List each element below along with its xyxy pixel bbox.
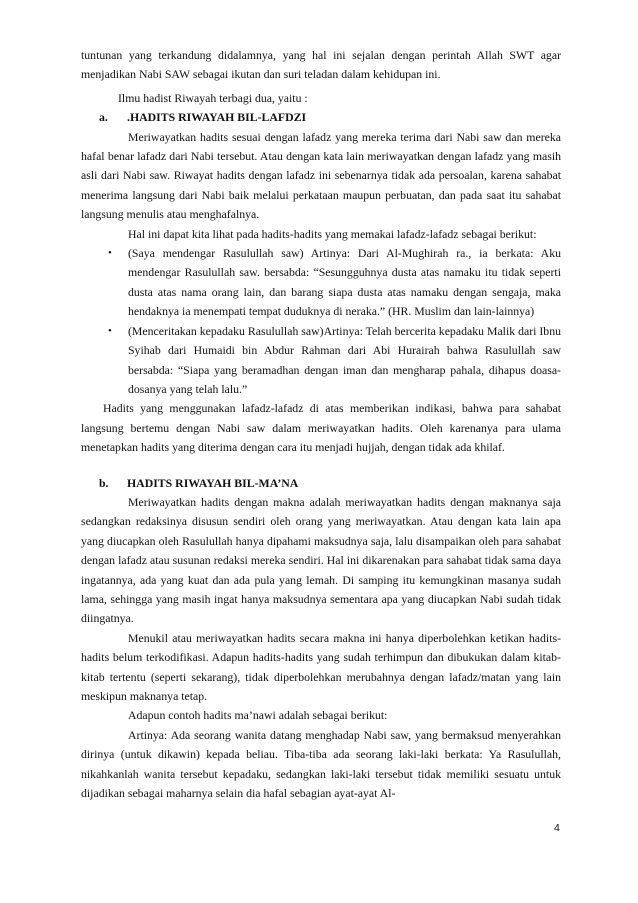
section-a-paragraph-2: Hal ini dapat kita lihat pada hadits-hadits yang memakai lafadz-lafadz sebagai berikut:: [128, 226, 537, 241]
section-b-paragraph-2: Menukil atau meriwayatkan hadits secara makna ini hanya diperbolehkan ketikan hadits-hadits belum terkodifikasi. Adapun hadits-hadits yang sudah terhimpun dan dibukukan dalam kitab-kitab tertentu (seperti sekarang), tidak diperbolehkan merubahnya dengan lafadz/matan yang lain meskipun maknanya tetap.: [81, 630, 561, 703]
section-a-title: .HADITS RIWAYAH BIL-LAFDZI: [127, 110, 307, 125]
section-a-number: a.: [99, 110, 108, 125]
bullet-icon: •: [108, 324, 112, 337]
list-item: [81, 244, 561, 322]
page-number: 4: [554, 822, 560, 834]
section-b-paragraph-4: Artinya: Ada seorang wanita datang menghadap Nabi saw, yang bermaksud menyerahkan dirinya (untuk dikawin) kepada beliau. Tiba-tiba ada seorang laki-laki berkata: Ya Rasulullah, nikahkanlah wanita tersebut kepadaku, sedangkan laki-laki tersebut tidak memiliki sesuatu untuk dijadikan sebagai maharnya selain dia hafal sebagian ayat-ayat Al-: [81, 727, 561, 801]
opening-paragraph: tuntunan yang terkandung didalamnya, yang hal ini sejalan dengan perintah Allah SWT agar menjadikan Nabi SAW sebagai ikutan dan suri teladan dalam kehidupan ini.: [81, 48, 561, 82]
section-a-paragraph-1: Meriwayatkan hadits sesuai dengan lafadz yang mereka terima dari Nabi saw dan mereka hafal benar lafadz dari Nabi tersebut. Atau dengan kata lain meriwayatkan dengan lafadz yang masih asli dari Nabi saw. Riwayat hadits dengan lafadz ini sebenarnya tidak ada persoalan, karena sahabat menerima langsung dari Nabi baik melalui perkataan maupun perbuatan, dan pada saat itu sahabat langsung menulis atau menghafalnya.: [81, 129, 561, 222]
list-item-text: (Saya mendengar Rasulullah saw) Artinya: Dari Al-Mughirah ra., ia berkata: Aku mendengar Rasulullah saw. bersabda: “Sesungguhnya dusta atas namaku itu tidak seperti dusta atas nama orang lain, dan barang siapa dusta atas namaku dengan sengaja, maka hendaknya ia menempati tempat duduknya di neraka.” (HR. Muslim dan lain-lainnya): [128, 246, 561, 319]
page-content: [81, 46, 561, 803]
section-a-heading: [81, 108, 561, 127]
section-b-paragraph-1: Meriwayatkan hadits dengan makna adalah meriwayatkan hadits dengan maknanya saja sedangkan redaksinya disusun sendiri oleh orang yang meriwayatkan. Atau dengan kata lain apa yang diucapkan oleh Rasulullah hanya dipahami maksudnya saja, lalu disampaikan oleh para sahabat dengan lafadz atau susunan redaksi mereka sendiri. Hal ini dikarenakan para sahabat tidak sama daya ingatannya, ada yang kuat dan ada pula yang lemah. Di samping itu kemungkinan masanya sudah lama, sehingga yang masih ingat hanya maksudnya sementara apa yang diucapkan Nabi sudah tidak diingatnya.: [81, 494, 561, 626]
hadith-bullet-list: [81, 244, 561, 399]
intro-line: Ilmu hadist Riwayah terbagi dua, yaitu :: [118, 90, 308, 105]
list-item: [81, 322, 561, 400]
section-b-title: HADITS RIWAYAH BIL-MA’NA: [127, 475, 299, 490]
list-item-text: (Menceritakan kepadaku Rasulullah saw)Artinya: Telah bercerita kepadaku Malik dari Ibnu Syihab dari Humaidi bin Abdur Rahman dari Abi Hurairah bahwa Rasulullah saw bersabda: “Siapa yang beramadhan dengan iman dan mengharap pahala, dihapus doasa-dosanya yang telah lalu.”: [128, 323, 561, 396]
bullet-icon: •: [108, 247, 112, 260]
section-b-heading: [81, 474, 561, 493]
section-b-number: b.: [99, 475, 109, 490]
section-b-paragraph-3: Adapun contoh hadits ma’nawi adalah sebagai berikut:: [128, 708, 388, 723]
section-a-paragraph-3: Hadits yang menggunakan lafadz-lafadz di atas memberikan indikasi, bahwa para sahabat langsung bertemu dengan Nabi saw dalam meriwayatkan hadits. Oleh karenanya para ulama menetapkan hadits yang diterima dengan cara itu menjadi hujjah, dengan tidak ada khilaf.: [81, 401, 561, 455]
